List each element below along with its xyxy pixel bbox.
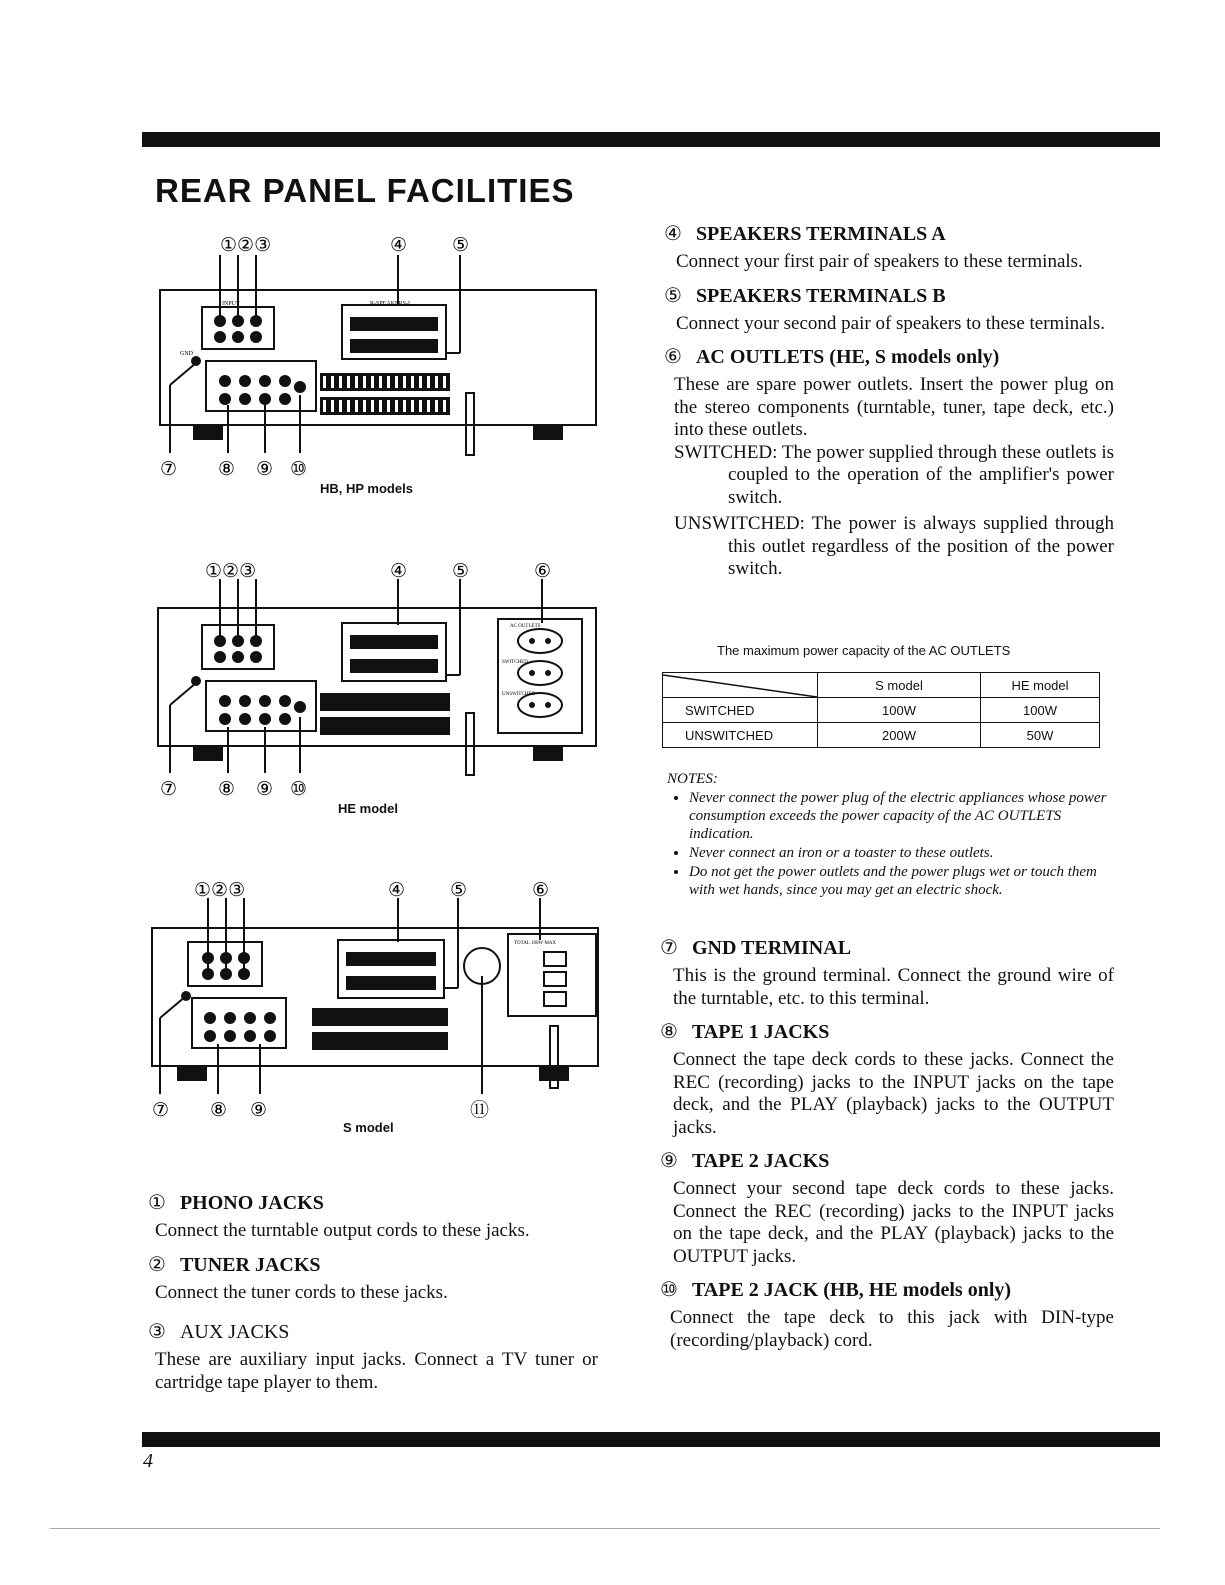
- callout-8: ⑧: [210, 1100, 228, 1121]
- table-row: [663, 723, 1100, 748]
- top-rule: [142, 132, 1160, 147]
- section-text: Connect the tape deck to this jack with DIN-type (recording/playback) cord.: [670, 1307, 1114, 1351]
- section-ac-outlets: [664, 344, 1114, 581]
- section-tape2: [660, 1148, 1114, 1268]
- note-item: • Do not get the power outlets and the power plugs wet or touch them with wet hands, since you may get an electric shock.: [689, 863, 1111, 899]
- callout-4: ④: [390, 235, 408, 256]
- callout-4: ④: [390, 561, 408, 582]
- label-gnd: GND: [180, 351, 193, 357]
- section-number: ⑨: [660, 1150, 678, 1172]
- header-he-model: HE model: [981, 673, 1100, 698]
- section-number: ③: [148, 1321, 166, 1343]
- figure-s: [148, 872, 610, 1122]
- callout-1-2-3: ①②③: [194, 880, 246, 901]
- ac-table-wrap: [662, 672, 1100, 748]
- figure-caption-he: HE model: [338, 801, 398, 816]
- note-item: • Never connect an iron or a toaster to these outlets.: [689, 844, 1111, 862]
- cell-value: 100W: [981, 698, 1100, 723]
- callout-11: ⑪: [470, 1100, 490, 1121]
- section-number: ①: [148, 1192, 166, 1214]
- note-item: • Never connect the power plug of the electric appliances whose power consumption exceeds the power capacity of the AC OUTLETS indication.: [689, 789, 1111, 843]
- label-unswitched: UNSWITCHED: [502, 692, 536, 697]
- section-text: Connect your second tape deck cords to these jacks. Connect the REC (recording) jacks to the INPUT jacks on the tape deck, and the PLAY (playback) jacks to the OUTPUT jacks.: [673, 1178, 1114, 1267]
- figure-hb-hp: [150, 225, 610, 495]
- section-heading: TAPE 1 JACKS: [691, 1021, 830, 1043]
- callout-5: ⑤: [452, 235, 470, 256]
- callout-7: ⑦: [160, 459, 178, 480]
- callout-1-2-3: ①②③: [205, 561, 257, 582]
- section-heading: SPEAKERS TERMINALS B: [695, 284, 946, 307]
- section-number: ⑥: [664, 346, 682, 368]
- section-number: ⑧: [660, 1021, 678, 1043]
- def-unswitched: UNSWITCHED: The power is always supplied through this outlet regardless of the position of the power switch.: [674, 513, 1114, 579]
- left-sections: [148, 1190, 598, 1394]
- table-row: [663, 698, 1100, 723]
- label-speakers: R-SPEAKERS-L: [370, 301, 412, 307]
- cell-value: 50W: [981, 723, 1100, 748]
- bottom-rule: [142, 1432, 1160, 1447]
- section-text: These are auxiliary input jacks. Connect a TV tuner or cartridge tape player to them.: [155, 1349, 598, 1393]
- callout-6: ⑥: [534, 561, 552, 582]
- footer-line: [50, 1528, 1160, 1529]
- section-text: These are spare power outlets. Insert the power plug on the stereo components (turntable, tuner, tape deck, etc.) into these outlets.: [674, 374, 1114, 440]
- figure-caption-hb-hp: HB, HP models: [320, 481, 413, 496]
- section-gnd: [660, 935, 1114, 1010]
- ac-outlets-table: [662, 672, 1100, 748]
- header-s-model: S model: [818, 673, 981, 698]
- callout-6: ⑥: [532, 880, 550, 901]
- section-heading: SPEAKERS TERMINALS A: [695, 223, 946, 245]
- figure-caption-s: S model: [343, 1120, 394, 1135]
- section-tape2-din: [660, 1277, 1114, 1352]
- figure-he: [150, 555, 610, 805]
- cell-value: 200W: [818, 723, 981, 748]
- callout-4: ④: [388, 880, 406, 901]
- page-title: REAR PANEL FACILITIES: [155, 172, 575, 209]
- callout-9: ⑨: [250, 1100, 268, 1121]
- section-heading: AUX JACKS: [179, 1321, 290, 1343]
- table-corner: [663, 673, 818, 698]
- section-text: Connect the tape deck cords to these jacks. Connect the REC (recording) jacks to the INPUT jacks on the tape deck, and the PLAY (playback) jacks to the OUTPUT jacks.: [673, 1049, 1114, 1138]
- label-input: INPUT: [222, 301, 240, 307]
- section-text: Connect your second pair of speakers to these terminals.: [676, 312, 1105, 334]
- callout-10: ⑩: [290, 779, 308, 800]
- section-heading: TUNER JACKS: [179, 1253, 321, 1276]
- page-number: 4: [143, 1450, 153, 1472]
- row-label: UNSWITCHED: [663, 723, 818, 748]
- section-text: This is the ground terminal. Connect the ground wire of the turntable, etc. to this terminal.: [673, 965, 1114, 1009]
- def-switched: SWITCHED: The power supplied through these outlets is coupled to the operation of the amplifier's power switch.: [674, 441, 1114, 508]
- section-heading: TAPE 2 JACK (HB, HE models only): [691, 1279, 1012, 1301]
- callout-7: ⑦: [160, 779, 178, 800]
- section-heading: AC OUTLETS (HE, S models only): [695, 346, 1000, 368]
- callout-10: ⑩: [290, 459, 308, 480]
- callout-5: ⑤: [450, 880, 468, 901]
- callout-1-2-3: ①②③: [220, 235, 272, 256]
- table-caption: The maximum power capacity of the AC OUTLETS: [717, 643, 1011, 658]
- right-sections-top: [664, 221, 1114, 581]
- table-header-row: [663, 673, 1100, 698]
- section-number: ④: [664, 223, 682, 245]
- section-text: Connect the tuner cords to these jacks.: [155, 1281, 448, 1303]
- label-ac-outlets: AC OUTLETS: [510, 624, 541, 629]
- section-speakers-a: [664, 221, 1114, 274]
- section-tape1: [660, 1019, 1114, 1139]
- section-speakers-b: [664, 283, 1114, 336]
- cell-value: 100W: [818, 698, 981, 723]
- section-text: Connect your first pair of speakers to these terminals.: [676, 251, 1083, 272]
- label-switched: SWITCHED: [502, 660, 528, 665]
- callout-5: ⑤: [452, 561, 470, 582]
- notes-block: [667, 771, 1111, 900]
- right-sections-bottom: [660, 935, 1114, 1352]
- notes-list: [667, 789, 1111, 899]
- section-number: ②: [148, 1253, 166, 1276]
- section-number: ⑩: [660, 1279, 678, 1301]
- section-heading: GND TERMINAL: [691, 937, 852, 959]
- callout-8: ⑧: [218, 459, 236, 480]
- section-heading: PHONO JACKS: [179, 1192, 324, 1214]
- section-tuner: [148, 1252, 598, 1305]
- section-aux: [148, 1319, 598, 1394]
- notes-title: NOTES:: [667, 771, 718, 787]
- callout-9: ⑨: [256, 459, 274, 480]
- callout-9: ⑨: [256, 779, 274, 800]
- section-number: ⑤: [664, 284, 682, 307]
- callout-7: ⑦: [152, 1100, 170, 1121]
- section-heading: TAPE 2 JACKS: [691, 1150, 830, 1172]
- callout-8: ⑧: [218, 779, 236, 800]
- row-label: SWITCHED: [663, 698, 818, 723]
- section-number: ⑦: [660, 937, 678, 959]
- label-total-max: TOTAL 100W MAX: [514, 941, 557, 946]
- diagonal-line: [663, 673, 817, 699]
- section-phono: [148, 1190, 598, 1243]
- section-text: Connect the turntable output cords to these jacks.: [155, 1220, 530, 1241]
